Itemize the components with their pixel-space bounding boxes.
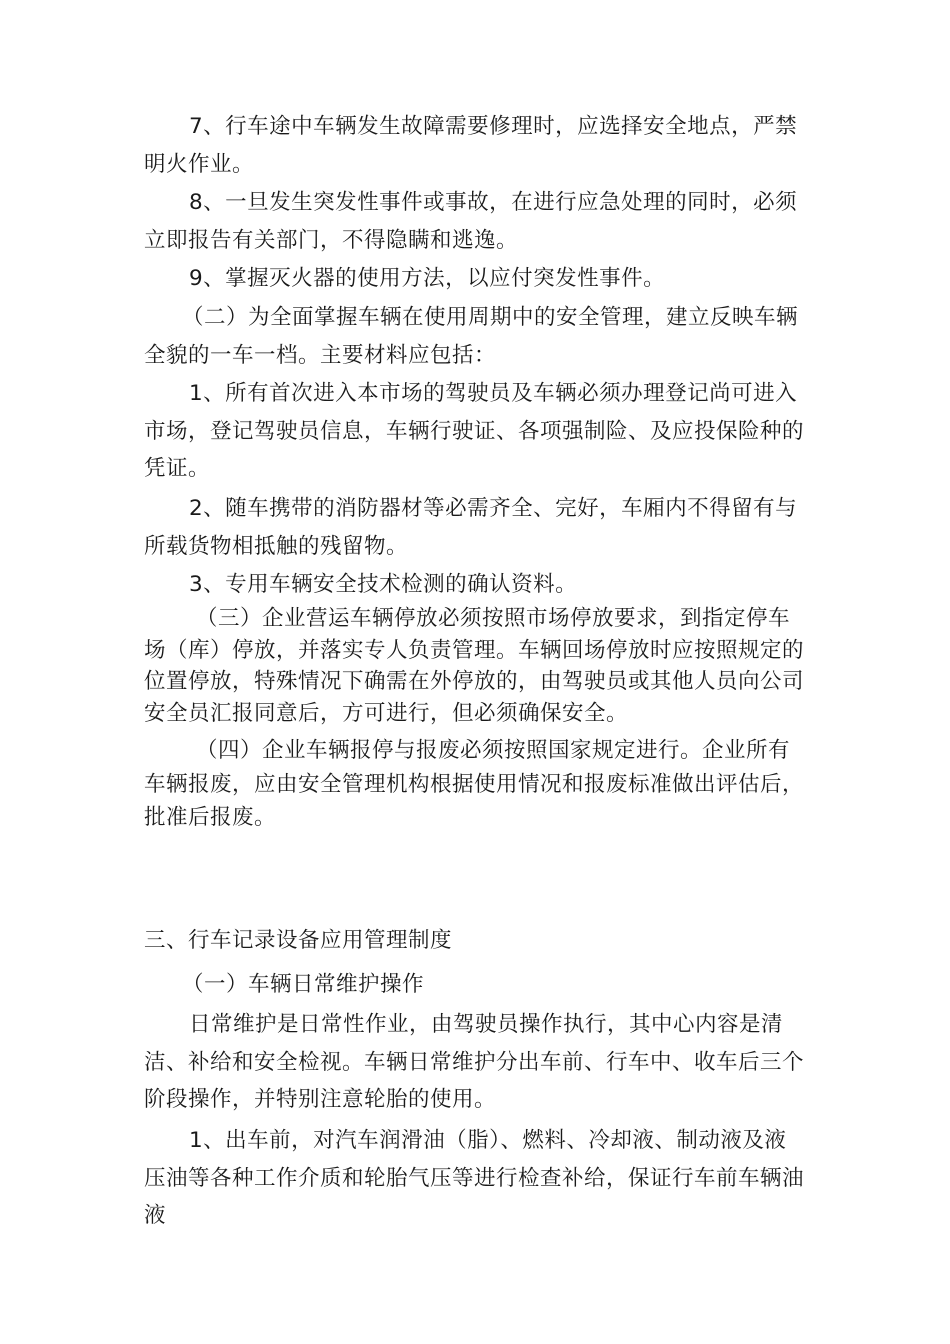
paragraph-item-1: 1、所有首次进入本市场的驾驶员及车辆必须办理登记尚可进入市场，登记驾驶员信息，车辆行驶证、各项强制险、及应投保险种的凭证。 bbox=[144, 381, 805, 481]
paragraph-item-7: 7、行车途中车辆发生故障需要修理时，应选择安全地点，严禁明火作业。 bbox=[144, 114, 798, 177]
paragraph-item-2: 2、随车携带的消防器材等必需齐全、完好，车厢内不得留有与所载货物相抵触的残留物。 bbox=[144, 496, 798, 559]
paragraph-item-8: 8、一旦发生突发性事件或事故，在进行应急处理的同时，必须立即报告有关部门，不得隐瞒和逃逸。 bbox=[144, 190, 798, 253]
subsection-heading-1: （一）车辆日常维护操作 bbox=[182, 972, 425, 997]
paragraph-item-3: 3、专用车辆安全技术检测的确认资料。 bbox=[189, 572, 578, 597]
paragraph-item-9: 9、掌握灭火器的使用方法，以应付突发性事件。 bbox=[189, 266, 666, 291]
paragraph-before-departure: 1、出车前，对汽车润滑油（脂）、燃料、冷却液、制动液及液压油等各种工作介质和轮胎气压等进行检查补给，保证行车前车辆油液 bbox=[144, 1128, 805, 1228]
paragraph-section-2: （二）为全面掌握车辆在使用周期中的安全管理，建立反映车辆全貌的一车一档。主要材料应包括： bbox=[144, 305, 799, 368]
paragraph-section-4: （四）企业车辆报停与报废必须按照国家规定进行。企业所有车辆报废，应由安全管理机构根据使用情况和报废标准做出评估后，批准后报废。 bbox=[144, 738, 805, 830]
paragraph-section-3: （三）企业营运车辆停放必须按照市场停放要求，到指定停车场（库）停放，并落实专人负责管理。车辆回场停放时应按照规定的位置停放，特殊情况下确需在外停放的，由驾驶员或其他人员向公司安全员汇报同意后，方可进行，但必须确保安全。 bbox=[144, 606, 805, 726]
paragraph-daily-maintenance: 日常维护是日常性作业，由驾驶员操作执行，其中心内容是清洁、补给和安全检视。车辆日常维护分出车前、行车中、收车后三个阶段操作，并特别注意轮胎的使用。 bbox=[144, 1012, 805, 1112]
section-heading-3: 三、行车记录设备应用管理制度 bbox=[144, 928, 453, 953]
